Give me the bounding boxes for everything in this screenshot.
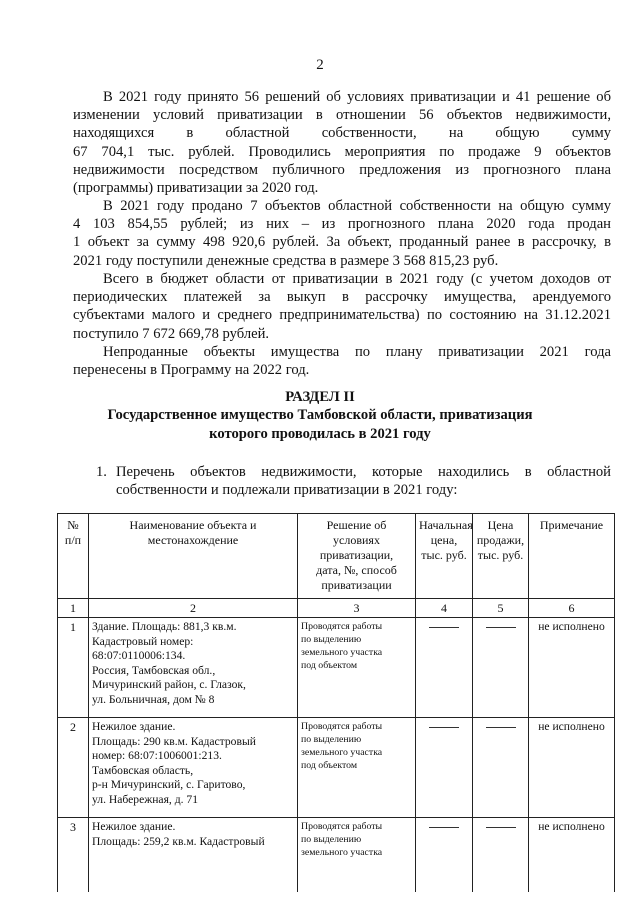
text-line: перенесены в Программу на 2022 год. xyxy=(73,362,310,379)
paragraph-budget xyxy=(73,270,611,343)
text-line: 2021 году поступили денежные средства в размере 3 568 815,23 руб. xyxy=(73,252,499,269)
row-number: 1 xyxy=(58,618,89,718)
table-row xyxy=(58,818,615,893)
dash-mark xyxy=(486,727,516,728)
column-number: 5 xyxy=(473,599,529,618)
dash-mark xyxy=(429,827,459,828)
text-line: изменении условий приватизации в отношении 56 объектов недвижимости, xyxy=(73,107,611,124)
list-number: 1. xyxy=(96,464,107,480)
sale-price xyxy=(473,818,529,893)
column-number-row xyxy=(58,599,615,618)
dash-mark xyxy=(429,727,459,728)
initial-price xyxy=(416,818,473,893)
sale-price xyxy=(473,618,529,718)
header-no: № п/п xyxy=(58,514,89,599)
paragraph-decisions xyxy=(73,88,611,197)
dash-mark xyxy=(486,827,516,828)
initial-price xyxy=(416,718,473,818)
note: не исполнено xyxy=(529,718,615,818)
text-line: недвижимости посредством публичного предложения из прогнозного плана xyxy=(73,161,611,178)
header-decision: Решение об условиях приватизации, дата, №, способ приватизации xyxy=(298,514,416,599)
text-line: Непроданные объекты имущества по плану приватизации 2021 года xyxy=(103,344,611,360)
text-line: 4 103 854,55 рублей; из них – из прогнозного плана 2020 года продан xyxy=(73,216,611,233)
privatization-decision: Проводятся работы по выделению земельного участка xyxy=(298,818,416,893)
initial-price xyxy=(416,618,473,718)
column-number: 3 xyxy=(298,599,416,618)
privatization-decision: Проводятся работы по выделению земельного участка под объектом xyxy=(298,618,416,718)
text-line: 67 704,1 тыс. рублей. Проводились мероприятия по продаже 9 объектов xyxy=(73,143,611,160)
objects-table xyxy=(57,513,615,892)
column-number: 4 xyxy=(416,599,473,618)
text-line: периодических платежей за выкуп в рассрочку имущества, арендуемого xyxy=(73,289,611,306)
row-number: 2 xyxy=(58,718,89,818)
header-note: Примечание xyxy=(529,514,615,599)
note: не исполнено xyxy=(529,618,615,718)
object-name: Нежилое здание. Площадь: 259,2 кв.м. Кадастровый xyxy=(89,818,298,893)
row-number: 3 xyxy=(58,818,89,893)
section-title: РАЗДЕЛ II xyxy=(285,389,355,405)
table-row xyxy=(58,618,615,718)
text-line: собственности и подлежали приватизации в 2021 году: xyxy=(116,482,458,499)
text-line: (программы) приватизации за 2020 год. xyxy=(73,180,319,197)
paragraph-unsold xyxy=(73,343,611,379)
column-number: 6 xyxy=(529,599,615,618)
dash-mark xyxy=(429,627,459,628)
table-header-row xyxy=(58,514,615,599)
object-name: Нежилое здание. Площадь: 290 кв.м. Кадастровый номер: 68:07:1006001:213. Тамбовская область, р-н Мичуринский, с. Гаритово, ул. Набережная, д. 71 xyxy=(89,718,298,818)
text-line: поступило 7 672 669,78 рублей. xyxy=(73,325,270,342)
paragraph-sales xyxy=(73,197,611,270)
page-number: 2 xyxy=(316,57,324,73)
dash-mark xyxy=(486,627,516,628)
section-heading xyxy=(0,388,640,443)
note: не исполнено xyxy=(529,818,615,893)
header-name: Наименование объекта и местонахождение xyxy=(89,514,298,599)
text-line: В 2021 году продано 7 объектов областной собственности на общую сумму xyxy=(103,198,611,214)
text-line: субъектами малого и среднего предпринимательства) по состоянию на 31.12.2021 xyxy=(73,307,611,324)
column-number: 2 xyxy=(89,599,298,618)
text-line: находящихся в областной собственности, на общую сумму xyxy=(73,125,611,142)
text-line: Всего в бюджет области от приватизации в 2021 году (с учетом доходов от xyxy=(103,271,611,287)
text-line: 1 объект за сумму 498 920,6 рублей. За объект, проданный ранее в рассрочку, в xyxy=(73,234,611,251)
header-initial-price: Начальная цена, тыс. руб. xyxy=(416,514,473,599)
section-subtitle-line: которого проводилась в 2021 году xyxy=(209,425,431,442)
header-sale-price: Цена продажи, тыс. руб. xyxy=(473,514,529,599)
section-subtitle-line: Государственное имущество Тамбовской области, приватизация xyxy=(107,407,533,424)
text-line: Перечень объектов недвижимости, которые находились в областной xyxy=(116,464,611,480)
table-row xyxy=(58,718,615,818)
privatization-decision: Проводятся работы по выделению земельного участка под объектом xyxy=(298,718,416,818)
column-number: 1 xyxy=(58,599,89,618)
text-line: В 2021 году принято 56 решений об условиях приватизации и 41 решение об xyxy=(103,89,611,105)
object-name: Здание. Площадь: 881,3 кв.м. Кадастровый номер: 68:07:0110006:134. Россия, Тамбовская обл., Мичуринский район, с. Глазок, ул. Больничная, дом № 8 xyxy=(89,618,298,718)
sale-price xyxy=(473,718,529,818)
